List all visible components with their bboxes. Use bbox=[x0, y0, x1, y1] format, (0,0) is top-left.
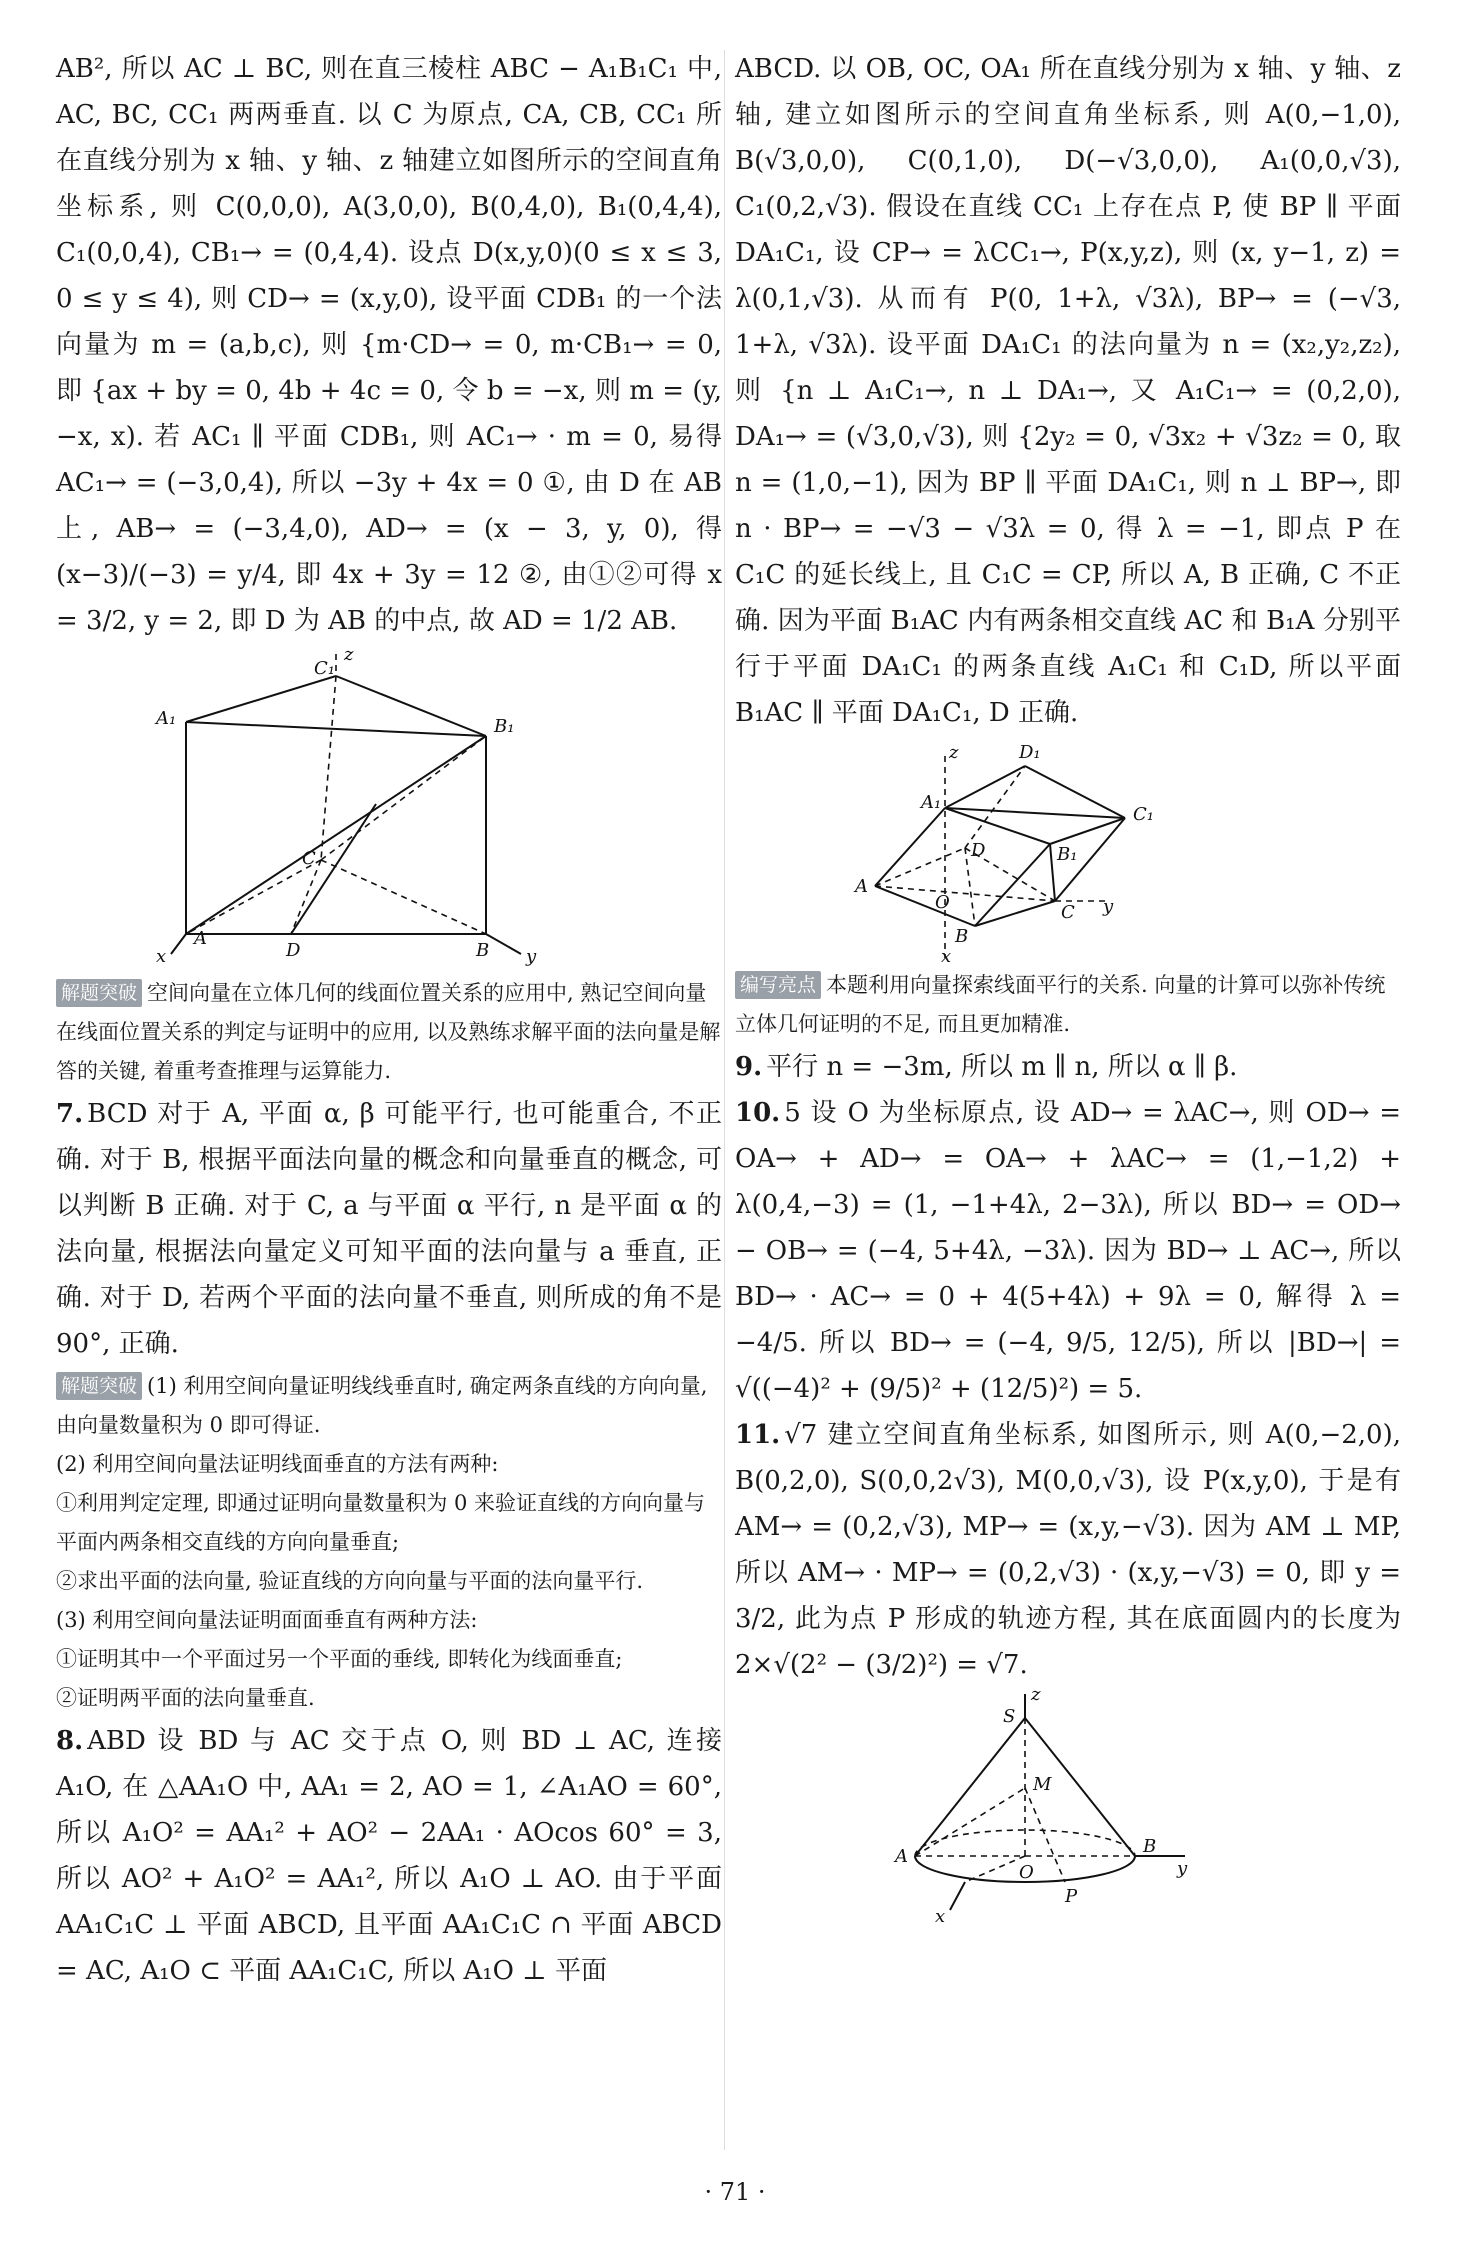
q10-number: 10. bbox=[735, 1098, 781, 1128]
fig2-label-b1: B₁ bbox=[1057, 844, 1078, 865]
q9-text: 平行 n = −3m, 所以 m ∥ n, 所以 α ∥ β. bbox=[766, 1052, 1238, 1082]
q7-solution bbox=[56, 1091, 722, 1367]
fig3-label-z: z bbox=[1031, 1688, 1041, 1705]
fig3-label-s: S bbox=[1003, 1706, 1016, 1727]
fig1-label-b: B bbox=[476, 940, 490, 961]
q10-solution bbox=[735, 1090, 1401, 1412]
tip-3 bbox=[735, 966, 1401, 1044]
fig2-label-a: A bbox=[855, 876, 868, 897]
q7-number: 7. bbox=[56, 1099, 84, 1129]
fig2-label-c1: C₁ bbox=[1133, 804, 1154, 825]
tip-2-tag: 解题突破 bbox=[56, 1372, 142, 1400]
fig2-label-a1: A₁ bbox=[921, 792, 942, 813]
q10-text: 5 设 O 为坐标原点, 设 AD→ = λAC→, 则 OD→ = OA→ + AD→ = OA→ + λAC→ = (1,−1,2) + λ(0,4,−3) = (1, −1+4λ, 2−3λ), 所以 BD→ = OD→ − OB→ = (−4, 5+4λ, −3λ). 因为 BD→ ⊥ AC→, 所以 BD→ · AC→ = 0 + 4(5+4λ) + 9λ = 0, 解得 λ = −4/5. 所以 BD→ = (−4, 9/5, 12/5), 所以 |BD→| = √((−4)² + (9/5)² + (12/5)²) = 5. bbox=[735, 1098, 1401, 1404]
tip-2-line: (2) 利用空间向量法证明线面垂直的方法有两种: bbox=[56, 1452, 499, 1476]
tip-1-tag: 解题突破 bbox=[56, 979, 142, 1007]
parallelepiped-figure bbox=[735, 736, 1401, 966]
fig1-label-a1: A₁ bbox=[156, 708, 177, 729]
tip-2-line: ①证明其中一个平面过另一个平面的垂线, 即转化为线面垂直; bbox=[56, 1647, 623, 1671]
fig2-label-y: y bbox=[1103, 896, 1114, 917]
q11-text: √7 建立空间直角坐标系, 如图所示, 则 A(0,−2,0), B(0,2,0), S(0,0,2√3), M(0,0,√3), 设 P(x,y,0), 于是有 AM→ = (0,2,√3), MP→ = (x,y,−√3). 因为 AM ⊥ MP, 所以 AM→ · MP→ = (0,2,√3) · (x,y,−√3) = 0, 即 y = 3/2, 此为点 P 形成的轨迹方程, 其在底面圆内的长度为 2×√(2² − (3/2)²) = √7. bbox=[735, 1420, 1401, 1680]
fig3-label-p: P bbox=[1065, 1886, 1078, 1907]
q9-solution bbox=[735, 1044, 1401, 1090]
tip-2 bbox=[56, 1367, 722, 1718]
fig1-label-c: C bbox=[302, 848, 316, 869]
fig3-label-a: A bbox=[895, 1846, 908, 1867]
page-number: · 71 · bbox=[704, 2178, 766, 2206]
q9-number: 9. bbox=[735, 1052, 763, 1082]
left-column bbox=[56, 46, 722, 1994]
tip-2-line: (1) 利用空间向量证明线线垂直时, 确定两条直线的方向向量, 由向量数量积为 0 即可得证. bbox=[56, 1374, 708, 1437]
tip-1-text: 空间向量在立体几何的线面位置关系的应用中, 熟记空间向量在线面位置关系的判定与证明中的应用, 以及熟练求解平面的法向量是解答的关键, 着重考查推理与运算能力. bbox=[56, 981, 721, 1083]
fig3-label-y: y bbox=[1177, 1858, 1188, 1879]
tip-1 bbox=[56, 974, 722, 1091]
tip-2-line: (3) 利用空间向量法证明面面垂直有两种方法: bbox=[56, 1608, 478, 1632]
tip-2-line: ②求出平面的法向量, 验证直线的方向向量与平面的法向量平行. bbox=[56, 1569, 644, 1593]
fig3-label-b: B bbox=[1143, 1836, 1157, 1857]
fig3-label-o: O bbox=[1019, 1862, 1034, 1883]
q11-number: 11. bbox=[735, 1420, 781, 1450]
fig1-label-d: D bbox=[286, 940, 301, 961]
fig1-label-x: x bbox=[156, 946, 167, 967]
fig2-label-b: B bbox=[955, 926, 969, 947]
fig2-label-d1: D₁ bbox=[1019, 742, 1041, 763]
q11-solution bbox=[735, 1412, 1401, 1688]
fig1-label-a: A bbox=[194, 928, 207, 949]
right-column bbox=[735, 46, 1401, 1928]
fig2-label-c: C bbox=[1061, 902, 1075, 923]
column-divider bbox=[724, 50, 725, 2150]
q8-text: ABD 设 BD 与 AC 交于点 O, 则 BD ⊥ AC, 连接 A₁O, 在 △AA₁O 中, AA₁ = 2, AO = 1, ∠A₁AO = 60°, 所以 A₁O² = AA₁² + AO² − 2AA₁ · AOcos 60° = 3, 所以 AO² + A₁O² = AA₁², 所以 A₁O ⊥ AO. 由于平面 AA₁C₁C ⊥ 平面 ABCD, 且平面 AA₁C₁C ∩ 平面 ABCD = AC, A₁O ⊂ 平面 AA₁C₁C, 所以 A₁O ⊥ 平面 bbox=[56, 1726, 722, 1986]
q8-solution-continued: ABCD. 以 OB, OC, OA₁ 所在直线分别为 x 轴、y 轴、z 轴, 建立如图所示的空间直角坐标系, 则 A(0,−1,0), B(√3,0,0), C(0,1,0), D(−√3,0,0), A₁(0,0,√3), C₁(0,2,√3). 假设在直线 CC₁ 上存在点 P, 使 BP ∥ 平面 DA₁C₁, 设 CP→ = λCC₁→, P(x,y,z), 则 (x, y−1, z) = λ(0,1,√3). 从而有 P(0, 1+λ, √3λ), BP→ = (−√3, 1+λ, √3λ). 设平面 DA₁C₁ 的法向量为 n = (x₂,y₂,z₂), 则 {n ⊥ A₁C₁→, n ⊥ DA₁→, 又 A₁C₁→ = (0,2,0), DA₁→ = (√3,0,√3), 则 {2y₂ = 0, √3x₂ + √3z₂ = 0, 取 n = (1,0,−1), 因为 BP ∥ 平面 DA₁C₁, 则 n ⊥ BP→, 即 n · BP→ = −√3 − √3λ = 0, 得 λ = −1, 即点 P 在 C₁C 的延长线上, 且 C₁C = CP, 所以 A, B 正确, C 不正确. 因为平面 B₁AC 内有两条相交直线 AC 和 B₁A 分别平行于平面 DA₁C₁ 的两条直线 A₁C₁ 和 C₁D, 所以平面 B₁AC ∥ 平面 DA₁C₁, D 正确. bbox=[735, 54, 1401, 728]
q8-number: 8. bbox=[56, 1726, 84, 1756]
fig2-label-z: z bbox=[949, 742, 959, 763]
q6-solution-text: AB², 所以 AC ⊥ BC, 则在直三棱柱 ABC − A₁B₁C₁ 中, AC, BC, CC₁ 两两垂直. 以 C 为原点, CA, CB, CC₁ 所在直线分别为 x 轴、y 轴、z 轴建立如图所示的空间直角坐标系, 则 C(0,0,0), A(3,0,0), B(0,4,0), B₁(0,4,4), C₁(0,0,4), CB₁→ = (0,4,4). 设点 D(x,y,0)(0 ≤ x ≤ 3, 0 ≤ y ≤ 4), 则 CD→ = (x,y,0), 设平面 CDB₁ 的一个法向量为 m = (a,b,c), 则 {m·CD→ = 0, m·CB₁→ = 0, 即 {ax + by = 0, 4b + 4c = 0, 令 b = −x, 则 m = (y, −x, x). 若 AC₁ ∥ 平面 CDB₁, 则 AC₁→ · m = 0, 易得 AC₁→ = (−3,0,4), 所以 −3y + 4x = 0 ①, 由 D 在 AB 上, AB→ = (−3,4,0), AD→ = (x − 3, y, 0), 得 (x−3)/(−3) = y/4, 即 4x + 3y = 12 ②, 由①②可得 x = 3/2, y = 2, 即 D 为 AB 的中点, 故 AD = 1/2 AB. bbox=[56, 54, 722, 636]
fig3-label-m: M bbox=[1033, 1774, 1052, 1795]
fig1-label-c1: C₁ bbox=[314, 658, 335, 679]
fig1-label-y: y bbox=[526, 946, 537, 967]
tip-3-text: 本题利用向量探索线面平行的关系. 向量的计算可以弥补传统立体几何证明的不足, 而且更加精准. bbox=[735, 973, 1386, 1036]
tip-2-line: ②证明两平面的法向量垂直. bbox=[56, 1686, 315, 1710]
tip-3-tag: 编写亮点 bbox=[735, 971, 821, 999]
q8-solution bbox=[56, 1718, 722, 1994]
tip-2-line: ①利用判定定理, 即通过证明向量数量积为 0 来验证直线的方向向量与平面内两条相交直线的方向向量垂直; bbox=[56, 1491, 706, 1554]
fig2-label-d: D bbox=[971, 840, 986, 861]
fig2-label-o: O bbox=[935, 892, 950, 913]
q7-text: BCD 对于 A, 平面 α, β 可能平行, 也可能重合, 不正确. 对于 B, 根据平面法向量的概念和向量垂直的概念, 可以判断 B 正确. 对于 C, a 与平面 α 平行, n 是平面 α 的法向量, 根据法向量定义可知平面的法向量与 a 垂直, 正确. 对于 D, 若两个平面的法向量不垂直, 则所成的角不是 90°, 正确. bbox=[56, 1099, 722, 1359]
fig2-label-x: x bbox=[941, 946, 952, 966]
fig1-label-b1: B₁ bbox=[494, 716, 515, 737]
prism-figure bbox=[56, 644, 722, 974]
fig3-label-x: x bbox=[935, 1906, 946, 1927]
cone-figure bbox=[735, 1688, 1401, 1928]
fig1-label-z: z bbox=[344, 644, 354, 665]
